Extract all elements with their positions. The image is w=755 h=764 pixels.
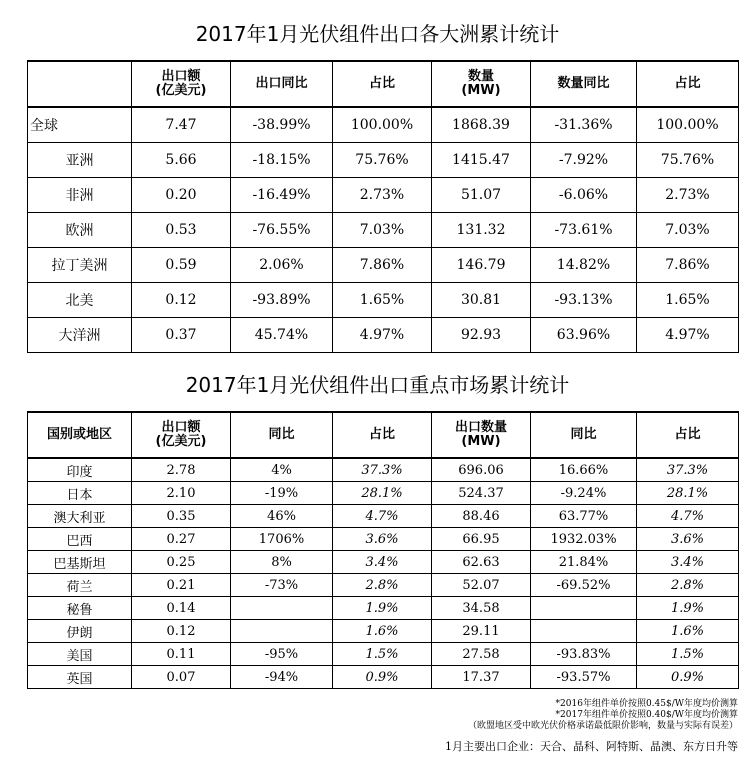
eu-note: （欧盟地区受中欧光伏价格承诺最低限价影响，数量与实际有误差） <box>467 721 738 731</box>
value-cell: 1.65% <box>637 283 739 318</box>
value-cell: 51.07 <box>432 178 531 213</box>
value-cell: 2.06% <box>231 248 333 283</box>
table-row <box>28 248 739 283</box>
value-cell: 524.37 <box>432 482 531 505</box>
value-cell: 3.6% <box>333 528 432 551</box>
value-cell: 63.96% <box>531 318 637 353</box>
region-cell: 拉丁美洲 <box>28 248 132 283</box>
value-cell: 2.8% <box>333 574 432 597</box>
value-cell: 29.11 <box>432 620 531 643</box>
value-cell: 1.5% <box>333 643 432 666</box>
table-row <box>28 458 739 482</box>
value-cell: 1.5% <box>637 643 739 666</box>
value-cell: 3.4% <box>333 551 432 574</box>
table-row <box>28 666 739 689</box>
value-cell: -73.61% <box>531 213 637 248</box>
value-cell: -93.83% <box>531 643 637 666</box>
value-cell: 52.07 <box>432 574 531 597</box>
value-cell: -19% <box>231 482 333 505</box>
value-cell: 30.81 <box>432 283 531 318</box>
table-row <box>28 283 739 318</box>
table-header-row <box>28 412 739 458</box>
value-cell: -6.06% <box>531 178 637 213</box>
value-cell: 696.06 <box>432 458 531 482</box>
value-cell: 4.97% <box>333 318 432 353</box>
region-cell: 英国 <box>28 666 132 689</box>
value-cell: -76.55% <box>231 213 333 248</box>
value-cell <box>531 597 637 620</box>
table2-title: 2017年1月光伏组件出口重点市场累计统计 <box>185 373 570 397</box>
value-cell: 0.9% <box>333 666 432 689</box>
value-cell: 0.12 <box>132 620 231 643</box>
region-cell: 欧洲 <box>28 213 132 248</box>
value-cell: 146.79 <box>432 248 531 283</box>
value-cell: 28.1% <box>333 482 432 505</box>
value-cell: 1415.47 <box>432 143 531 178</box>
value-cell: 7.86% <box>333 248 432 283</box>
column-header: 占比 <box>637 412 739 458</box>
value-cell <box>231 597 333 620</box>
value-cell: 46% <box>231 505 333 528</box>
value-cell: 88.46 <box>432 505 531 528</box>
table-row <box>28 107 739 143</box>
table-row <box>28 620 739 643</box>
value-cell: 17.37 <box>432 666 531 689</box>
region-cell: 北美 <box>28 283 132 318</box>
value-cell: 3.4% <box>637 551 739 574</box>
table-row <box>28 178 739 213</box>
value-cell: 0.53 <box>132 213 231 248</box>
region-cell: 巴基斯坦 <box>28 551 132 574</box>
value-cell: 0.20 <box>132 178 231 213</box>
column-header: 出口额 (亿美元) <box>132 61 231 107</box>
value-cell: 1868.39 <box>432 107 531 143</box>
value-cell: 75.76% <box>333 143 432 178</box>
column-header: 占比 <box>637 61 739 107</box>
value-cell: 131.32 <box>432 213 531 248</box>
value-cell <box>231 620 333 643</box>
value-cell: 63.77% <box>531 505 637 528</box>
value-cell: 14.82% <box>531 248 637 283</box>
value-cell: 0.27 <box>132 528 231 551</box>
column-header <box>28 61 132 107</box>
value-cell: 4.7% <box>333 505 432 528</box>
value-cell: 34.58 <box>432 597 531 620</box>
value-cell: 92.93 <box>432 318 531 353</box>
value-cell: -9.24% <box>531 482 637 505</box>
table-row <box>28 213 739 248</box>
region-cell: 印度 <box>28 458 132 482</box>
value-cell: -31.36% <box>531 107 637 143</box>
column-header: 国别或地区 <box>28 412 132 458</box>
region-cell: 秘鲁 <box>28 597 132 620</box>
table-row <box>28 597 739 620</box>
value-cell: -93.13% <box>531 283 637 318</box>
table-row <box>28 643 739 666</box>
value-cell: 28.1% <box>637 482 739 505</box>
value-cell: 0.21 <box>132 574 231 597</box>
value-cell: -69.52% <box>531 574 637 597</box>
column-header: 占比 <box>333 412 432 458</box>
value-cell: 37.3% <box>333 458 432 482</box>
value-cell: 0.25 <box>132 551 231 574</box>
value-cell: 1.65% <box>333 283 432 318</box>
value-cell: 1.6% <box>637 620 739 643</box>
column-header: 出口同比 <box>231 61 333 107</box>
value-cell: 66.95 <box>432 528 531 551</box>
value-cell: -16.49% <box>231 178 333 213</box>
region-cell: 巴西 <box>28 528 132 551</box>
value-cell: -73% <box>231 574 333 597</box>
value-cell: 7.86% <box>637 248 739 283</box>
value-cell: 7.03% <box>333 213 432 248</box>
value-cell: 1932.03% <box>531 528 637 551</box>
value-cell: 27.58 <box>432 643 531 666</box>
value-cell: 0.14 <box>132 597 231 620</box>
value-cell: -94% <box>231 666 333 689</box>
value-cell: 100.00% <box>637 107 739 143</box>
value-cell: 0.35 <box>132 505 231 528</box>
value-cell: 37.3% <box>637 458 739 482</box>
column-header: 数量同比 <box>531 61 637 107</box>
value-cell: -18.15% <box>231 143 333 178</box>
value-cell: 0.12 <box>132 283 231 318</box>
region-cell: 美国 <box>28 643 132 666</box>
value-cell: 0.9% <box>637 666 739 689</box>
value-cell: 100.00% <box>333 107 432 143</box>
continent-export-table <box>27 60 739 353</box>
region-cell: 荷兰 <box>28 574 132 597</box>
region-cell: 大洋洲 <box>28 318 132 353</box>
price-note-2016: *2016年组件单价按照0.45$/W年度均价测算 <box>555 699 738 709</box>
major-exporters-note: 1月主要出口企业：天合、晶科、阿特斯、晶澳、东方日升等 <box>445 740 738 753</box>
value-cell: 1.9% <box>333 597 432 620</box>
table-row <box>28 318 739 353</box>
value-cell: 2.10 <box>132 482 231 505</box>
region-cell: 非洲 <box>28 178 132 213</box>
value-cell: 1.6% <box>333 620 432 643</box>
value-cell: 45.74% <box>231 318 333 353</box>
value-cell: 0.59 <box>132 248 231 283</box>
value-cell: 2.73% <box>333 178 432 213</box>
value-cell: 4.7% <box>637 505 739 528</box>
value-cell: 7.47 <box>132 107 231 143</box>
value-cell: -93.57% <box>531 666 637 689</box>
value-cell: 8% <box>231 551 333 574</box>
table-row <box>28 574 739 597</box>
price-note-2017: *2017年组件单价按照0.40$/W年度均价测算 <box>555 710 738 720</box>
value-cell <box>531 620 637 643</box>
value-cell: 1706% <box>231 528 333 551</box>
value-cell: 21.84% <box>531 551 637 574</box>
table-header-row <box>28 61 739 107</box>
value-cell: 3.6% <box>637 528 739 551</box>
value-cell: -38.99% <box>231 107 333 143</box>
table-row <box>28 505 739 528</box>
column-header: 同比 <box>231 412 333 458</box>
region-cell: 日本 <box>28 482 132 505</box>
value-cell: 2.73% <box>637 178 739 213</box>
key-market-export-table <box>27 411 739 689</box>
value-cell: -95% <box>231 643 333 666</box>
value-cell: 4.97% <box>637 318 739 353</box>
table1-title: 2017年1月光伏组件出口各大洲累计统计 <box>195 22 560 46</box>
value-cell: 62.63 <box>432 551 531 574</box>
value-cell: 2.8% <box>637 574 739 597</box>
value-cell: -7.92% <box>531 143 637 178</box>
region-cell: 亚洲 <box>28 143 132 178</box>
column-header: 占比 <box>333 61 432 107</box>
column-header: 数量 (MW) <box>432 61 531 107</box>
table-row <box>28 528 739 551</box>
column-header: 出口额 (亿美元) <box>132 412 231 458</box>
value-cell: 0.37 <box>132 318 231 353</box>
value-cell: 0.07 <box>132 666 231 689</box>
region-cell: 全球 <box>28 107 132 143</box>
value-cell: -93.89% <box>231 283 333 318</box>
table-row <box>28 143 739 178</box>
value-cell: 0.11 <box>132 643 231 666</box>
region-cell: 澳大利亚 <box>28 505 132 528</box>
value-cell: 2.78 <box>132 458 231 482</box>
value-cell: 1.9% <box>637 597 739 620</box>
column-header: 出口数量 (MW) <box>432 412 531 458</box>
region-cell: 伊朗 <box>28 620 132 643</box>
value-cell: 4% <box>231 458 333 482</box>
value-cell: 5.66 <box>132 143 231 178</box>
table-row <box>28 551 739 574</box>
value-cell: 7.03% <box>637 213 739 248</box>
table-row <box>28 482 739 505</box>
value-cell: 75.76% <box>637 143 739 178</box>
column-header: 同比 <box>531 412 637 458</box>
value-cell: 16.66% <box>531 458 637 482</box>
